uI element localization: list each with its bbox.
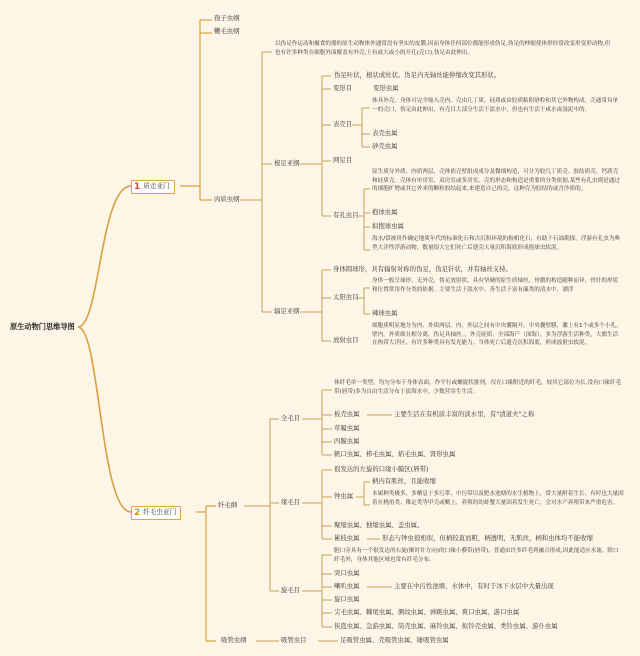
stentor-note: 主要在中污性池塘、水体中，有时于冰下水层中大量出现 [394, 582, 554, 590]
amoeba-genus[interactable]: 变形虫属 [373, 84, 399, 92]
stentor-genus[interactable]: 喇叭虫属 [334, 582, 360, 590]
suctorida-genera-group[interactable]: 足吸管虫属、壳吸管虫属、锤吸管虫属 [340, 636, 449, 644]
coleps-genus[interactable]: 板壳虫属 [334, 410, 360, 418]
rhizopoda-subclass[interactable]: 根足亚纲 [274, 159, 300, 167]
spirostomum-genus[interactable]: 旋口虫属 [334, 595, 360, 603]
root-to-phylum2 [78, 327, 131, 512]
phylum-label: 质走亚门 [143, 182, 170, 190]
actinophrys-genus[interactable]: 辣球虫属 [372, 309, 398, 317]
phylum-label: 纤毛虫亚门 [143, 508, 177, 516]
radiolaria-description: 细胞质明显地分为内、外质两层。内、外层之间有中央囊隔开，中央囊壁膜，囊上有1个或多个小孔。壁内。外质细且相分离。伪足具轴丝。，外壳硅质。全部海产（深海）。多为浮游生活种类，大都生活在热带大洋区，有许多种类具有发光能力。当体死亡后遗壳沉积海底，形成放射虫软泥。 [372, 323, 622, 347]
tetrahymena-genus[interactable]: 四膜虫属 [334, 437, 360, 445]
phylum-ciliophora[interactable] [131, 506, 181, 520]
holotrichida-description: 体纤毛单一类型，均匀分布于身体表面，作平行或螺旋状排列，仅在口缘附近的纤毛，较其它部位为长,没有口缘纤毛带(唇带)多为自由生活分布于淡海水中，少数营寄生生活。 [334, 380, 622, 395]
epistylis-genus[interactable]: 累枝虫属 [334, 534, 360, 542]
foraminifera-note: 海水/常被用作确定地质年代的标准化石和古沉积环境的指相化石，有助于石油勘探。浮游有孔虫为典型大洋性浮游动物，数量很大它们死亡后遗壳大量沉积海底形成抱球虫软泥。 [372, 236, 621, 251]
vorticella-description: 本属种类极多，多栖息于多污带、中污带以及肥水池塘的水生植物上，常大量附着生长。有时也大量固着在桡角类、稚定类等甲壳或鳃上，养殖的幼虾蟹大量固着发生死亡，会对水产养殖带来严重危害。 [372, 491, 624, 506]
coleps-note: 主要生活在有机质丰富的淡水里，有"清道夫"之称 [394, 410, 535, 418]
arcellinida-description: 体具外壳，身体可完全缩入壳内。壳由几丁质，硅质或由胶质粘附砂粒和其它外物构成。壳通常具单一的壳口，伪足由此伸出，有壳目大部分生活于淡水中，但也有生活于咸水或湿泥中的。 [372, 98, 619, 113]
heliozoa-order[interactable]: 太阳虫目 [333, 293, 359, 301]
foraminifera-description: 原生质分外质、内质两层，壳体依壳壁组成成分及微细构造，可分为胶几丁质壳、胶结质壳、钙质壳和硅质壳。壳体有单房室、双房室或多房室。壳的形态和构造是重要的分类依据,某些有孔虫则是通过的细胞扩增或其它外来的颗粒胶结起来,来建造自己的壳，这种壳为胶结的或含沙质的。 [372, 169, 620, 193]
sarcodina-class[interactable]: 肉质虫纲 [214, 195, 240, 203]
amoebida-order[interactable]: 变形目 [333, 84, 353, 92]
peritrichida-description: 很发达的左旋的口缘小膜区(唇带) [334, 465, 429, 473]
radiolaria-order[interactable]: 放射虫目 [333, 336, 359, 344]
paramecium-genus[interactable]: 草履虫属 [334, 424, 360, 432]
holotrichida-genera-group[interactable]: 帆口虫属、栉毛虫属、焰毛虫属、肾形虫属 [334, 450, 456, 458]
phylum-sarcomastigophora[interactable] [131, 180, 175, 194]
suctoria-class[interactable]: 吸管虫纲 [221, 636, 247, 644]
spirotrichida-genera-group-2[interactable]: 侠盗虫属、急游虫属、筒壳虫属、麻铃虫属、拟铃壳虫属、类铃虫属、游仆虫属 [334, 622, 558, 630]
ciliata-class[interactable]: 纤毛纲 [218, 501, 238, 509]
holotrichida-order[interactable]: 全毛目 [281, 414, 301, 422]
root-title: 原生动物门思维导图 [10, 322, 75, 331]
arcellinida-order[interactable]: 表壳目 [333, 120, 353, 128]
arcella-genus[interactable]: 表壳虫属 [372, 129, 398, 137]
actinopoda-subclass[interactable]: 辐足亚纲 [274, 307, 300, 315]
spirotrichida-genera-group-1[interactable]: 尖毛虫属、棘尾虫属、测纹虫属、弹跳虫属、爽口虫属、游口虫属 [334, 608, 520, 616]
foraminifera-order[interactable]: 有孔虫目 [333, 211, 359, 219]
mastigophora-class[interactable]: 鞭毛虫纲 [214, 27, 240, 35]
vorticella-genus[interactable]: 钟虫属 [334, 492, 354, 500]
actinopoda-body-desc: 身体圆球形，具有辐射对称的伪足，伪足针状，并有轴丝支持。 [333, 265, 512, 273]
gromiida-order[interactable]: 网足目 [333, 156, 353, 164]
vorticella-feature: 柄内有肌丝，且能收缩 [372, 477, 436, 485]
spirotrichida-description: 胞口旁具有一个很发达的右旋(顺时针方向)的口缘小膜带(唇带)，普通由许多纤毛列融合形成,因此能适应水流，除口纤毛外，身体其他区域也常有纤毛分布。 [334, 548, 619, 563]
globigerina-genus[interactable]: 抱球虫属 [372, 208, 398, 216]
phylum-number: 2 [134, 508, 141, 518]
peritrichida-genera-group[interactable]: 聚缩虫属、独缩虫属、盖虫属、 [334, 521, 424, 529]
heliozoa-description: 身体一般呈球形，无外壳，伪足放射状，具有坚硬的原生质轴丝，骨骼的构造随种而异，骨针的形状和位置常用作分类的依据。主要生活于淡水中，善生活于富有藻类的清水中，漂浮 [372, 278, 619, 293]
phylum-number: 1 [134, 182, 141, 192]
sarcodina-description: 以伪足作运动和摄食的器的原生动物体外通常没有坚实的皮膜,因而身体任何部位都能形成伪足,伪足的伸缩使体形经常改变形变形动物,但也有许多种类在细胞外面覆盖有外壳,上有或大或小的开孔(壳口),伪足由此伸出。 [275, 41, 611, 56]
suctorida-order[interactable]: 吸管虫目 [281, 636, 307, 644]
difflugia-genus[interactable]: 砂壳虫属 [372, 142, 398, 150]
strombidium-genus[interactable]: 突口虫属 [334, 569, 360, 577]
rhizopoda-pseudopod-desc: 伪足叶状，根状或丝状。伪足内无轴丝能伸缩改变其形状。 [334, 71, 501, 79]
globigerinoides-genus[interactable]: 拟抱球虫属 [372, 222, 404, 230]
sporozoa-class[interactable]: 孢子虫纲 [214, 14, 240, 22]
epistylis-note: 形态与钟虫很相似，但柄较直而粗，柄透明，无肌丝，柄和虫体均不能收缩 [382, 534, 593, 542]
peritrichida-order[interactable]: 缘毛目 [281, 498, 301, 506]
spirotrichida-order[interactable]: 旋毛目 [281, 586, 301, 594]
root-to-phylum1 [78, 186, 131, 327]
